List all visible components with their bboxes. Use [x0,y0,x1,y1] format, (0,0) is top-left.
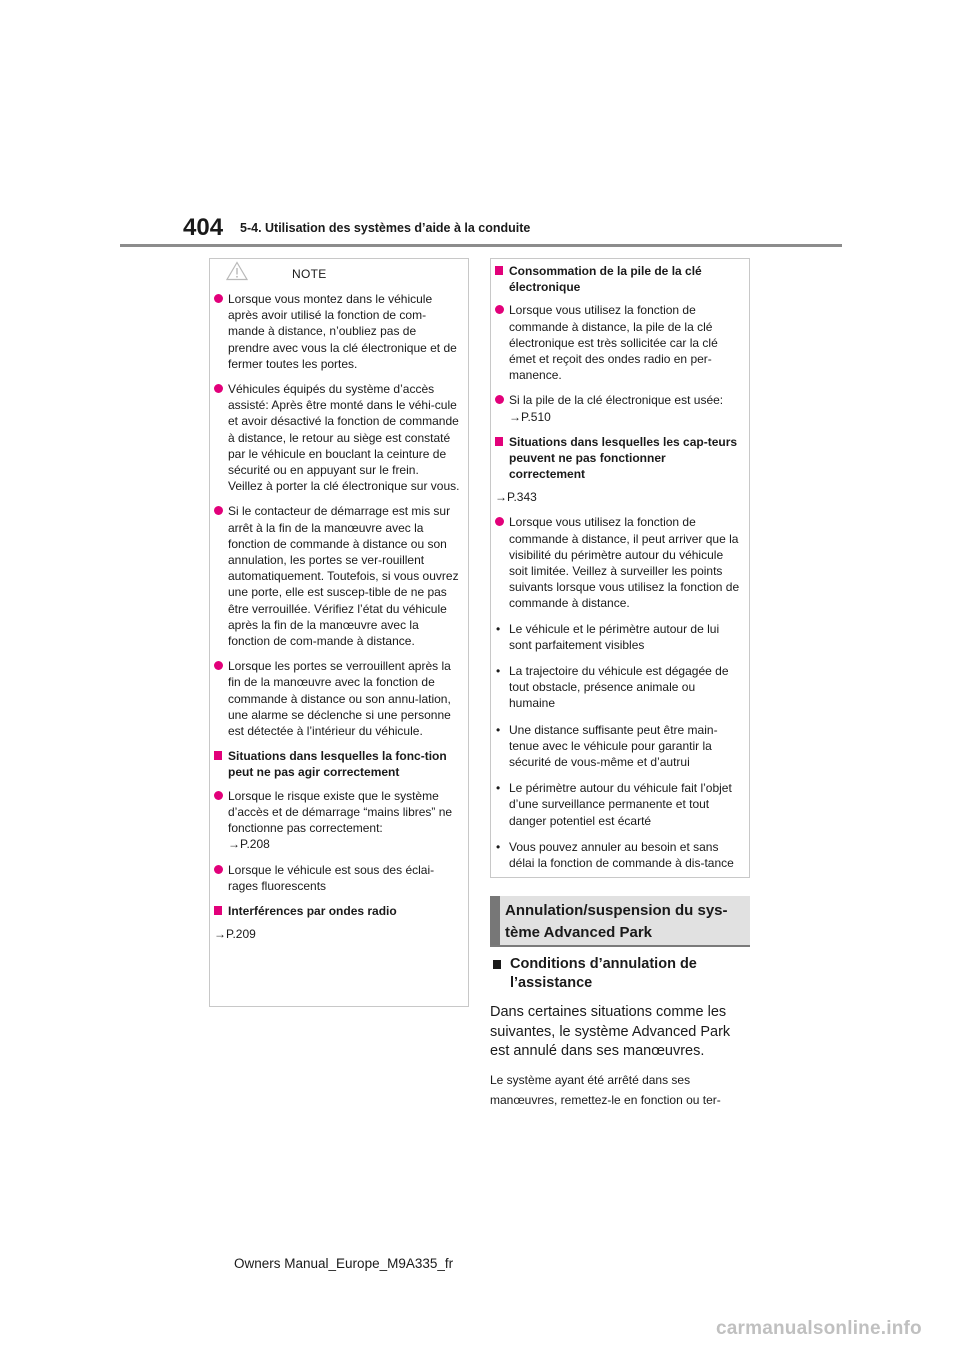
conditions-title: Conditions d’annulation de l’assistance [490,955,752,993]
list-item [210,503,468,649]
subsection-title: Situations dans lesquelles les cap-teurs peuvent ne pas fonctionner correctement [491,434,749,483]
list-item [210,381,468,494]
conditions-note: Le système ayant été arrêté dans ses manœuvres, remettez-le en fonction ou ter- [490,1072,721,1107]
checklist-item: • Une distance suffisante peut être main-tenue avec le véhicule pour garantir la sécurité de vous-même et d’autrui [491,722,749,771]
note-box [209,258,469,1007]
note-content [210,291,468,951]
checklist-item: • Le véhicule et le périmètre autour de lui sont parfaitement visibles [491,621,749,653]
note-label: NOTE [292,267,327,281]
footer-doc-id: Owners Manual_Europe_M9A335_fr [234,1256,454,1271]
list-item [491,302,749,383]
page-reference[interactable]: →P.343 [495,490,537,505]
list-item-extra: Veillez à porter la clé électronique sur vous. [228,479,460,494]
list-item-text: Lorsque le véhicule est sous des éclai-rages fluorescents [228,862,435,893]
list-item-text: Lorsque vous utilisez la fonction de commande à distance, il peut arriver que la visibilité du périmètre autour du véhicule soit limitée. Veillez à surveiller les points suivants lorsque vous utilisez la fonction de commande à distance. [509,515,740,611]
list-item [210,862,468,894]
conditions-body: Dans certaines situations comme les suivantes, le système Advanced Park est annulé dans ses manœuvres. [490,1004,731,1059]
note-header [210,261,468,287]
info-box [490,258,750,878]
list-item [491,514,749,611]
checklist-item: • Vous pouvez annuler au besoin et sans délai la fonction de commande à dis-tance [491,839,749,871]
list-item-text: Lorsque les portes se verrouillent après la fin de la manœuvre avec la fonction de commande à distance ou son annu-lation, une alarme se déclenche si une personne est détectée à l’intérieur du véhicule. [228,659,451,739]
list-item-text: Si le contacteur de démarrage est mis sur arrêt à la fin de la manœuvre avec la fonction de commande à distance ou son annulation, les portes se ver-rouillent automatiquement. Toutefois, si vous ouvrez une porte, elle est suscep-tible de ne pas être verrouillée. Vérifiez l’état du véhicule après la fin de la manœuvre avec la fonction de com-mande à distance. [228,504,459,649]
list-item-text: Si la pile de la clé électronique est usée: [509,393,724,408]
page-reference[interactable]: →P.208 [228,837,270,852]
subsection-title: Consommation de la pile de la clé électronique [491,263,749,295]
checklist-item: • La trajectoire du véhicule est dégagée de tout obstacle, présence animale ou humaine [491,663,749,712]
subsection-title: Situations dans lesquelles la fonc-tion peut ne pas agir correctement [210,748,468,780]
list-item-text: Lorsque vous montez dans le véhicule après avoir utilisé la fonction de com-mande à distance, n’oubliez pas de prendre avec vous la clé électronique et de fermer toutes les portes. [228,292,457,371]
section-title: 5-4. Utilisation des systèmes d’aide à la conduite [240,221,531,235]
list-item-text: Lorsque le risque existe que le système d’accès et de démarrage “mains libres” ne fonctionne pas correctement: [228,788,453,836]
list-item [210,291,468,372]
watermark: carmanualsonline.info [716,1318,922,1339]
list-item-text: Véhicules équipés du système d’accès assisté: Après être monté dans le véhi-cule et avoir désactivé la fonction de commande à distance, le retour au siège est constaté par le véhicule en bouclant la ceinture de sécurité ou en appuyant sur le frein. [228,382,459,478]
conditions-block [490,955,752,1110]
page-reference[interactable]: →P.510 [509,409,551,424]
subsection-title: Interférences par ondes radio [210,903,468,919]
page-reference[interactable]: →P.209 [214,927,256,942]
section-heading [490,896,750,947]
section-heading-text: Annulation/suspension du sys-tème Advanced Park [505,902,728,941]
page-number: 404 [183,214,224,241]
heading-accent-bar [490,896,500,945]
list-item [491,392,749,424]
list-item [210,788,468,853]
list-item [210,658,468,739]
list-item-text: Lorsque vous utilisez la fonction de commande à distance, la pile de la clé électronique est très sollicitée car la clé émet et reçoit des ondes radio en per-manence. [509,303,718,383]
checklist-item: • Le périmètre autour du véhicule fait l’objet d’une surveillance permanente et tout danger potentiel est écarté [491,780,749,829]
header-rule [120,244,842,247]
warning-triangle-icon [226,261,248,281]
info-content [491,263,749,881]
